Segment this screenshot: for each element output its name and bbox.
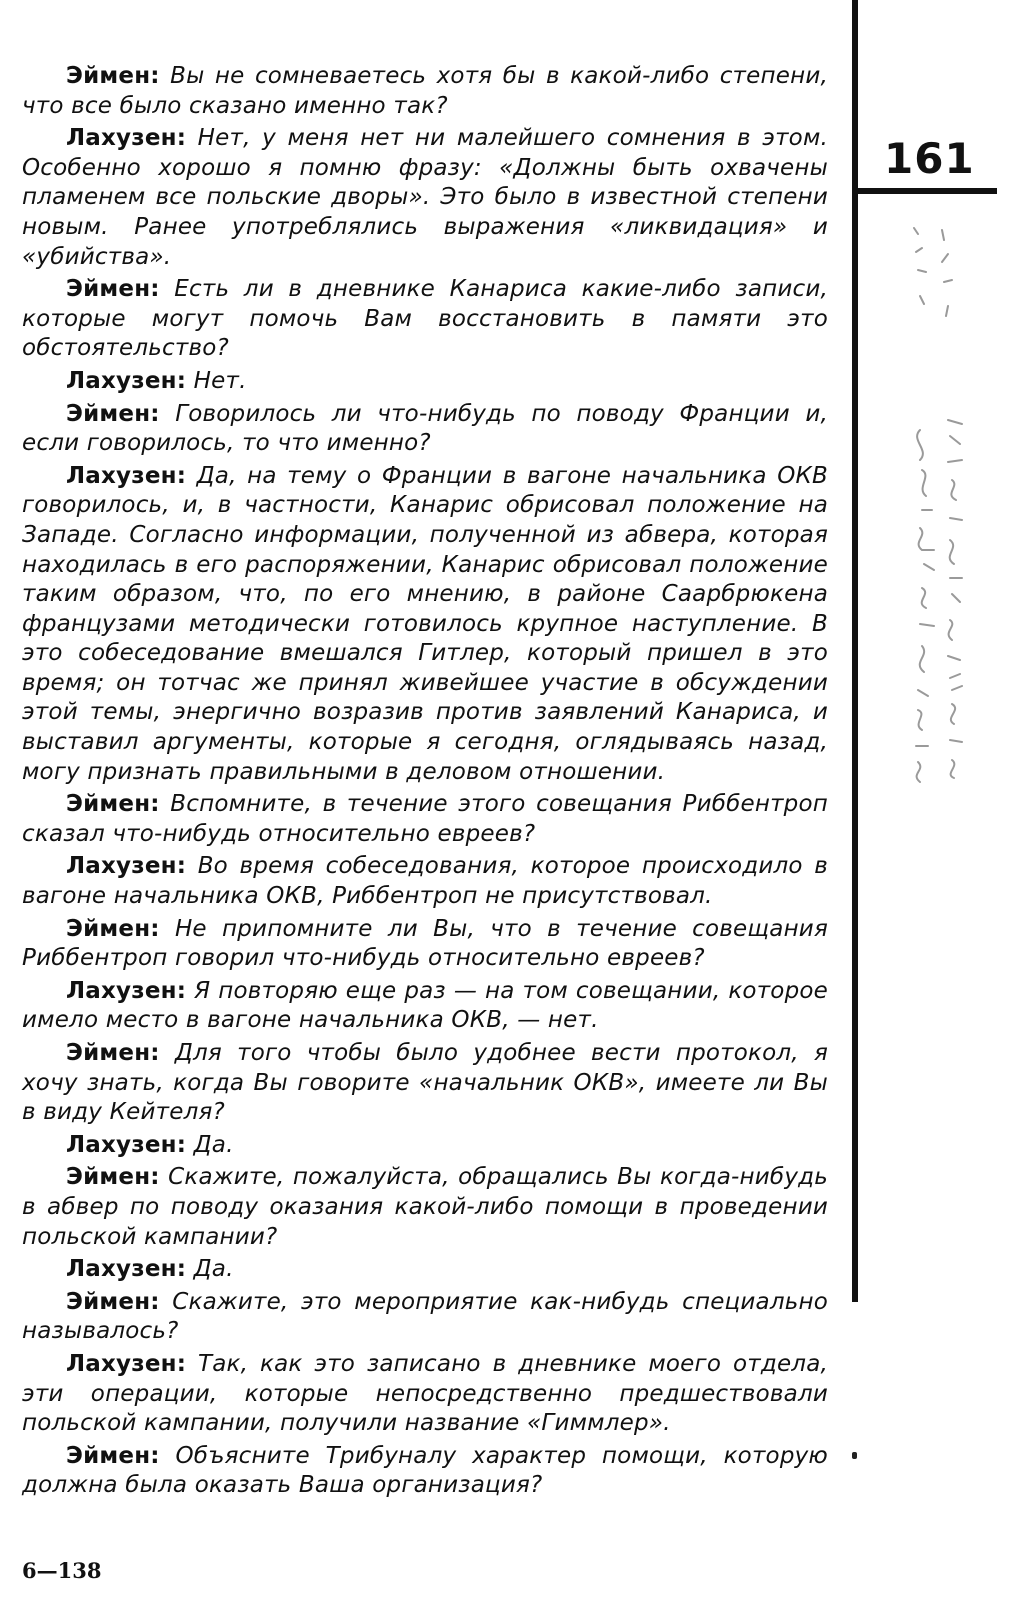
utterance: Я повторяю еще раз — на том совещании, которое имело место в вагоне начальника ОКВ, — нет. <box>22 977 828 1034</box>
dialogue-line <box>22 124 828 272</box>
utterance: Да, на тему о Франции в вагоне начальника ОКВ говорилось, и, в частности, Канарис обрисовал положение на Западе. Согласно информации, полученной из абвера, которая находилась в его распоряжении, Канарис обрисовал положение таким образом, что, по его мнению, в районе Саарбрюкена французами методически готовилось крупное наступление. В это собеседование вмешался Гитлер, который пришел в это время; он тотчас же принял живейшее участие в обсуждении этой темы, энергично возразив против заявлений Канариса, и выставил аргументы, которые я сегодня, оглядываясь назад, могу признать правильными в деловом отношении. <box>22 462 829 785</box>
speaker-name: Эймен: <box>66 63 160 89</box>
speaker-name: Эймен: <box>66 791 160 818</box>
transcript-text <box>22 62 828 1504</box>
dialogue-line <box>22 62 828 121</box>
dialogue-line <box>22 977 828 1036</box>
page-number-underline <box>852 188 997 194</box>
utterance: Говорилось ли что-нибудь по поводу Франции и, если говорилось, то что именно? <box>22 400 829 457</box>
utterance: Нет. <box>193 367 247 394</box>
margin-vertical-rule <box>852 0 858 1302</box>
printers-signature: 6—138 <box>22 1558 102 1583</box>
utterance: Во время собеседования, которое происходило в вагоне начальника ОКВ, Риббентроп не присутствовал. <box>22 853 829 910</box>
speaker-name: Лахузен: <box>66 1256 187 1283</box>
dialogue-line <box>22 1131 828 1161</box>
dialogue-line <box>22 1163 828 1252</box>
utterance: Нет, у меня нет ни малейшего сомнения в этом. Особенно хорошо я помню фразу: «Должны быть охвачены пламенем все польские дворы». Это было в известной степени новым. Ранее употреблялись выражения «ликвидация» и «убийства». <box>22 125 829 270</box>
dialogue-line <box>22 790 828 849</box>
speaker-name: Лахузен: <box>66 367 187 394</box>
utterance: Так, как это записано в дневнике моего отдела, эти операции, которые непосредственно предшествовали польской кампании, получили название «Гиммлер». <box>22 1350 828 1437</box>
utterance: Вспомните, в течение этого совещания Риббентроп сказал что-нибудь относительно евреев? <box>22 791 828 847</box>
dialogue-line <box>22 275 828 364</box>
dialogue-line <box>22 367 828 397</box>
utterance: Да. <box>193 1256 234 1283</box>
speaker-name: Эймен: <box>66 1442 160 1469</box>
speaker-name: Лахузен: <box>66 853 187 880</box>
utterance: Скажите, пожалуйста, обращались Вы когда-нибудь в абвер по поводу оказания какой-либо помощи в проведении польской кампании? <box>22 1164 828 1250</box>
speaker-name: Лахузен: <box>66 1131 187 1158</box>
speaker-name: Лахузен: <box>66 1350 187 1377</box>
utterance: Да. <box>193 1131 234 1158</box>
dialogue-line <box>22 462 828 788</box>
dialogue-line <box>22 1350 828 1439</box>
speaker-name: Лахузен: <box>66 977 187 1004</box>
dialogue-line <box>22 1288 828 1347</box>
utterance: Скажите, это мероприятие как-нибудь специально называлось? <box>22 1288 829 1345</box>
library-stamp-mark <box>902 220 982 820</box>
speaker-name: Эймен: <box>66 1288 160 1315</box>
page-number: 161 <box>884 134 975 183</box>
dialogue-line <box>22 852 828 911</box>
utterance: Есть ли в дневнике Канариса какие-либо записи, которые могут помочь Вам восстановить в памяти это обстоятельство? <box>22 276 829 362</box>
speaker-name: Эймен: <box>66 400 160 427</box>
utterance: Не припомните ли Вы, что в течение совещания Риббентроп говорил что-нибудь относительно евреев? <box>22 915 828 972</box>
speaker-name: Лахузен: <box>66 462 187 489</box>
utterance: Вы не сомневаетесь хотя бы в какой-либо степени, что все было сказано именно так? <box>22 63 828 119</box>
dialogue-line <box>22 915 828 974</box>
dialogue-line <box>22 1039 828 1128</box>
utterance: Для того чтобы было удобнее вести протокол, я хочу знать, когда Вы говорите «начальник ОКВ», имеете ли Вы в виду Кейтеля? <box>22 1040 829 1126</box>
speaker-name: Эймен: <box>66 915 160 942</box>
speaker-name: Лахузен: <box>66 125 187 152</box>
utterance: Объясните Трибуналу характер помощи, которую должна была оказать Ваша организация? <box>22 1442 828 1499</box>
speaker-name: Эймен: <box>66 1164 160 1191</box>
stray-ink-mark <box>852 1452 857 1459</box>
dialogue-line <box>22 1255 828 1285</box>
speaker-name: Эймен: <box>66 1040 160 1066</box>
dialogue-line <box>22 400 828 459</box>
speaker-name: Эймен: <box>66 276 160 303</box>
dialogue-line <box>22 1442 828 1501</box>
